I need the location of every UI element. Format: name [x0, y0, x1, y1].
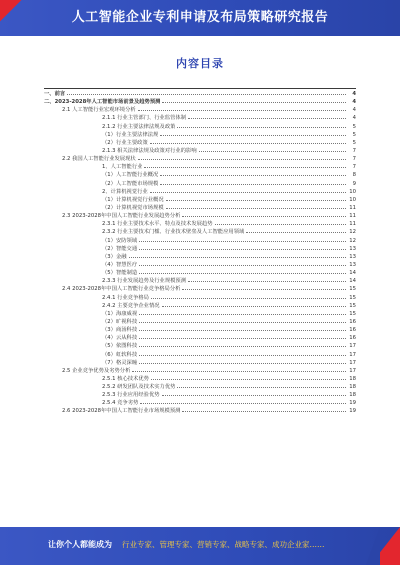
toc-page-number: 12	[349, 229, 356, 236]
toc-dot-leader	[139, 327, 346, 331]
toc-dot-leader	[160, 132, 346, 136]
toc-entry-label: （4）智慧医疗	[102, 261, 138, 268]
toc-dot-leader	[166, 197, 346, 201]
toc-entry[interactable]	[44, 375, 356, 383]
toc-entry-label: 2.4.1 行业竞争格局	[102, 294, 149, 301]
toc-dot-leader	[177, 384, 346, 388]
toc-dot-leader	[140, 400, 346, 404]
toc-entry[interactable]	[44, 147, 356, 155]
toc-dot-leader	[129, 254, 346, 258]
toc-entry[interactable]	[44, 318, 356, 326]
toc-entry[interactable]	[44, 98, 356, 106]
toc-entry[interactable]	[44, 123, 356, 131]
toc-dot-leader	[139, 270, 346, 274]
toc-page-number: 18	[349, 392, 356, 399]
toc-entry[interactable]	[44, 359, 356, 367]
toc-dot-leader	[144, 164, 346, 168]
toc-page-number: 15	[349, 310, 356, 317]
toc-entry-label: （2）人工智能市场规模	[102, 180, 159, 187]
toc-dot-leader	[160, 181, 346, 185]
toc-dot-leader	[139, 319, 346, 323]
toc-dot-leader	[139, 262, 346, 266]
toc-entry-label: 一、前言	[44, 91, 66, 97]
toc-entry[interactable]	[44, 237, 356, 245]
toc-entry-label: （7）格灵深瞳	[102, 359, 138, 366]
toc-entry[interactable]	[44, 228, 356, 236]
report-title: 人工智能企业专利申请及布局策略研究报告	[71, 10, 329, 25]
toc-entry-label: 2.1.1 行业主管部门、行业监管体制	[102, 115, 187, 122]
toc-page-number: 14	[349, 270, 356, 277]
toc-dot-leader	[188, 115, 346, 119]
toc-entry-label: 二、2023-2028年人工智能市场前景及趋势预测	[44, 99, 161, 106]
toc-dot-leader	[151, 376, 346, 380]
toc-entry[interactable]	[44, 106, 356, 114]
footer-slogan: 让你个人都能成为	[48, 540, 112, 549]
toc-entry[interactable]	[44, 253, 356, 261]
toc-entry[interactable]	[44, 277, 356, 285]
toc-dot-leader	[67, 91, 346, 95]
toc-entry-label: 2.3.1 行业主要技术水平、特点及技术发展趋势	[102, 221, 213, 228]
toc-entry-label: 2.5.2 研发团队及技术实力优势	[102, 384, 176, 391]
page-footer-banner	[0, 527, 400, 565]
toc-entry[interactable]	[44, 285, 356, 293]
toc-entry-label: （6）虹软科技	[102, 351, 138, 358]
toc-heading: 内容目录	[176, 57, 224, 70]
toc-dot-leader	[150, 189, 346, 193]
toc-page-number: 5	[352, 139, 356, 146]
toc-entry[interactable]	[44, 261, 356, 269]
toc-page-number: 16	[349, 327, 356, 334]
toc-page-number: 5	[352, 131, 356, 138]
toc-dot-leader	[139, 343, 346, 347]
toc-dot-leader	[162, 99, 346, 103]
toc-page-number: 4	[352, 115, 356, 122]
toc-entry[interactable]	[44, 155, 356, 163]
toc-entry-label: （2）智能交通	[102, 245, 138, 252]
toc-entry[interactable]	[44, 188, 356, 196]
toc-page-number: 16	[349, 318, 356, 325]
toc-entry-label: （3）金融	[102, 253, 127, 260]
toc-entry[interactable]	[44, 367, 356, 375]
toc-entry-label: 2.2 我国人工智能行业发展现状	[62, 156, 136, 163]
toc-page-number: 15	[349, 286, 356, 293]
toc-page-number: 10	[349, 196, 356, 203]
toc-page-number: 13	[349, 245, 356, 252]
page-header-banner	[0, 0, 400, 36]
toc-entry-label: 2.4.2 主要竞争企业情况	[102, 302, 160, 309]
toc-entry[interactable]	[44, 342, 356, 350]
toc-entry-label: 2.3.2 行业主要技术门槛、行业技术壁垒及人工智能应用领域	[102, 229, 245, 236]
toc-entry[interactable]	[44, 294, 356, 302]
toc-entry-label: 2.5.1 核心技术优势	[102, 375, 149, 382]
toc-dot-leader	[139, 311, 346, 315]
toc-entry-label: （2）旷视科技	[102, 318, 138, 325]
toc-entry[interactable]	[44, 302, 356, 310]
toc-entry-label: （1）计算机视觉行业概况	[102, 196, 164, 203]
toc-entry-label: （2）行业主要政策	[102, 139, 148, 146]
toc-page-number: 5	[352, 123, 356, 130]
toc-page-number: 9	[352, 180, 356, 187]
toc-entry-label: 2、计算机视觉行业	[102, 188, 148, 195]
toc-page-number: 7	[352, 156, 356, 163]
toc-dot-leader	[151, 295, 346, 299]
toc-dot-leader	[162, 303, 346, 307]
toc-page-number: 7	[352, 164, 356, 171]
toc-entry-label: 2.5.3 行业应用经验优势	[102, 392, 160, 399]
toc-entry[interactable]	[44, 383, 356, 391]
toc-page-number: 4	[352, 91, 356, 97]
toc-page-number: 13	[349, 261, 356, 268]
toc-page-number: 11	[349, 221, 356, 228]
toc-entry[interactable]	[44, 269, 356, 277]
toc-entry[interactable]	[44, 391, 356, 399]
toc-entry[interactable]	[44, 212, 356, 220]
toc-dot-leader	[182, 408, 346, 412]
toc-page-number: 19	[349, 400, 356, 407]
toc-divider	[44, 88, 356, 89]
toc-page-number: 15	[349, 302, 356, 309]
footer-blue-stripe	[366, 527, 380, 565]
toc-dot-leader	[199, 148, 346, 152]
toc-entry[interactable]	[44, 196, 356, 204]
toc-entry-label: （1）行业主要法律法规	[102, 131, 159, 138]
toc-dot-leader	[132, 368, 346, 372]
toc-page-number: 18	[349, 384, 356, 391]
toc-page-number: 8	[352, 172, 356, 179]
toc-page-number: 12	[349, 237, 356, 244]
toc-page-number: 4	[352, 99, 356, 106]
toc-dot-leader	[188, 278, 346, 282]
toc-entry-label: （1）安防领域	[102, 237, 138, 244]
toc-page-number: 11	[349, 204, 356, 211]
toc-entry[interactable]	[44, 114, 356, 122]
toc-page-number: 17	[349, 343, 356, 350]
toc-page-number: 14	[349, 278, 356, 285]
toc-page-number: 10	[349, 188, 356, 195]
toc-entry[interactable]	[44, 180, 356, 188]
toc-entry-label: 2.3.3 行业发展趋势及行业规模预测	[102, 278, 187, 285]
toc-entry[interactable]	[44, 399, 356, 407]
toc-dot-leader	[162, 392, 346, 396]
toc-entry-label: 2.3 2023-2028年中国人工智能行业发展趋势分析	[62, 213, 181, 220]
toc-entry-label: 2.1.2 行业主要法律法规及政策	[102, 123, 176, 130]
toc-page-number: 19	[349, 408, 356, 415]
toc-page-number: 17	[349, 367, 356, 374]
table-of-contents	[44, 90, 356, 416]
toc-page-number: 15	[349, 294, 356, 301]
toc-entry-label: （5）智能制造	[102, 270, 138, 277]
toc-dot-leader	[215, 221, 346, 225]
footer-roles: 行业专家、管理专家、营销专家、战略专家、成功企业家……	[122, 540, 325, 549]
toc-page-number: 13	[349, 253, 356, 260]
toc-page-number: 16	[349, 335, 356, 342]
toc-entry-label: （2）计算机视觉市场规模	[102, 204, 164, 211]
toc-page-number: 11	[349, 213, 356, 220]
toc-entry-label: 2.5.4 竞争劣势	[102, 400, 139, 407]
toc-dot-leader	[139, 360, 346, 364]
toc-dot-leader	[139, 246, 346, 250]
toc-entry-label: 2.4 2023-2028年中国人工智能行业竞争格局分析	[62, 286, 181, 293]
toc-dot-leader	[138, 107, 346, 111]
toc-entry-label: （1）人工智能行业概况	[102, 172, 159, 179]
toc-dot-leader	[139, 335, 346, 339]
toc-entry[interactable]	[44, 334, 356, 342]
toc-dot-leader	[182, 286, 346, 290]
toc-entry-label: （1）海康威视	[102, 310, 138, 317]
toc-entry-label: （5）依图科技	[102, 343, 138, 350]
toc-dot-leader	[246, 229, 346, 233]
toc-page-number: 4	[352, 107, 356, 114]
toc-dot-leader	[139, 352, 346, 356]
toc-dot-leader	[139, 238, 346, 242]
toc-entry-label: 2.1 人工智能行业宏观环境分析	[62, 107, 136, 114]
toc-entry[interactable]	[44, 220, 356, 228]
toc-entry[interactable]	[44, 351, 356, 359]
toc-entry-label: （4）云从科技	[102, 335, 138, 342]
toc-dot-leader	[150, 140, 346, 144]
toc-entry[interactable]	[44, 90, 356, 98]
toc-entry[interactable]	[44, 310, 356, 318]
toc-entry[interactable]	[44, 204, 356, 212]
toc-dot-leader	[160, 172, 346, 176]
toc-dot-leader	[177, 124, 346, 128]
toc-entry[interactable]	[44, 326, 356, 334]
toc-dot-leader	[182, 213, 346, 217]
toc-dot-leader	[138, 156, 346, 160]
toc-entry[interactable]	[44, 139, 356, 147]
toc-entry-label: 1、人工智能行业	[102, 164, 143, 171]
toc-entry-label: 2.6 2023-2028年中国人工智能行业市场规模预测	[62, 408, 181, 415]
toc-page-number: 17	[349, 351, 356, 358]
toc-entry[interactable]	[44, 407, 356, 415]
toc-entry-label: 2.1.3 相关法律法规及政策对行业的影响	[102, 147, 197, 154]
toc-entry[interactable]	[44, 171, 356, 179]
toc-entry-label: 2.5 企业竞争优势及劣势分析	[62, 367, 131, 374]
toc-entry-label: （3）商汤科技	[102, 327, 138, 334]
toc-entry[interactable]	[44, 245, 356, 253]
toc-entry[interactable]	[44, 163, 356, 171]
toc-entry[interactable]	[44, 131, 356, 139]
toc-page-number: 18	[349, 375, 356, 382]
toc-page-number: 7	[352, 147, 356, 154]
toc-page-number: 17	[349, 359, 356, 366]
toc-dot-leader	[166, 205, 346, 209]
